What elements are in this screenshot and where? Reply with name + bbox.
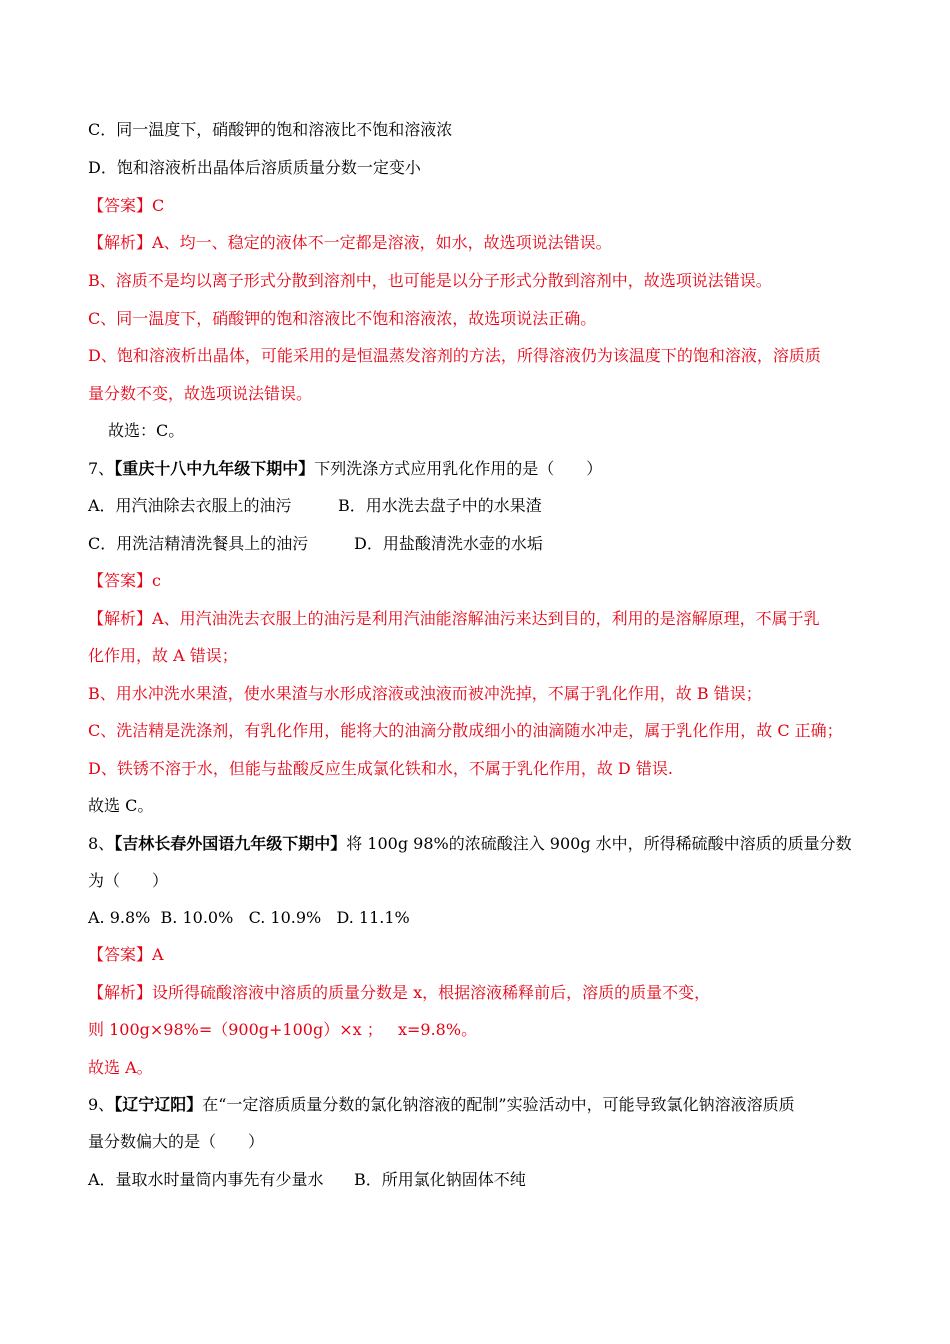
q8-analysis-line-1 xyxy=(88,982,878,1004)
q8-analysis-line-2: 则 100g×98%=（900g+100g）×x ； x=9.8%。 xyxy=(88,1020,478,1039)
q6-conclusion: 故选：C。 xyxy=(108,421,185,440)
q7-option-c: C．用洗洁精清洗餐具上的油污 xyxy=(88,534,309,553)
q6-analysis-line-1 xyxy=(88,232,878,254)
answer-value: C xyxy=(152,196,165,215)
answer-value: A xyxy=(152,945,164,964)
question-text: 将 100g 98%的浓硫酸注入 900g 水中，所得稀硫酸中溶质的质量分数 xyxy=(346,834,852,853)
analysis-text: A、用汽油洗去衣服上的油污是利用汽油能溶解油污来达到目的，利用的是溶解原理，不属于乳 xyxy=(152,609,820,628)
q7-option-b: B．用水洗去盘子中的水果渣 xyxy=(338,496,542,515)
q9-options-row-1 xyxy=(88,1169,878,1191)
answer-label: 【答案】 xyxy=(88,196,153,215)
q8-answer xyxy=(88,944,878,966)
question-source: 【重庆十八中九年级下期中】 xyxy=(114,459,315,478)
analysis-label: 【解析】 xyxy=(88,983,153,1002)
q7-answer xyxy=(88,570,878,592)
question-source: 【辽宁辽阳】 xyxy=(114,1095,203,1114)
q6-analysis-line-5: 量分数不变，故选项说法错误。 xyxy=(88,384,313,403)
q7-stem xyxy=(88,458,878,480)
analysis-text: 设所得硫酸溶液中溶质的质量分数是 x，根据溶液稀释前后，溶质的质量不变， xyxy=(152,983,711,1002)
q7-options-row-2 xyxy=(88,533,878,555)
q8-conclusion: 故选 A。 xyxy=(88,1058,153,1077)
q7-analysis-line-2: 化作用，故 A 错误； xyxy=(88,646,238,665)
q6-analysis-line-4: D、饱和溶液析出晶体，可能采用的是恒温蒸发溶剂的方法，所得溶液仍为该温度下的饱和溶液，溶质质 xyxy=(88,346,821,365)
q6-answer xyxy=(88,195,878,217)
q7-options-row-1 xyxy=(88,495,878,517)
question-text: 下列洗涤方式应用乳化作用的是（ ） xyxy=(314,459,603,478)
question-text: 在“一定溶质质量分数的氯化钠溶液的配制”实验活动中，可能导致氯化钠溶液溶质质 xyxy=(202,1095,795,1114)
question-source: 【吉林长春外国语九年级下期中】 xyxy=(114,834,347,853)
q7-analysis-line-1 xyxy=(88,608,878,630)
question-number: 9、 xyxy=(88,1095,115,1114)
q9-option-b: B．所用氯化钠固体不纯 xyxy=(354,1170,526,1189)
answer-label: 【答案】 xyxy=(88,945,153,964)
q7-analysis-line-3: B、用水冲洗水果渣，使水果渣与水形成溶液或浊液而被冲洗掉，不属于乳化作用，故 B 错误； xyxy=(88,684,762,703)
analysis-label: 【解析】 xyxy=(88,609,153,628)
q7-analysis-line-5: D、铁锈不溶于水，但能与盐酸反应生成氯化铁和水，不属于乳化作用，故 D 错误. xyxy=(88,759,673,778)
q9-stem-line-1 xyxy=(88,1094,878,1116)
q6-analysis-line-2: B、溶质不是均以离子形式分散到溶剂中，也可能是以分子形式分散到溶剂中，故选项说法错误。 xyxy=(88,271,772,290)
q7-option-d: D．用盐酸清洗水壶的水垢 xyxy=(354,534,543,553)
analysis-text: A、均一、稳定的液体不一定都是溶液，如水，故选项说法错误。 xyxy=(152,233,612,252)
answer-value: c xyxy=(152,571,161,590)
q7-analysis-line-4: C、洗洁精是洗涤剂，有乳化作用，能将大的油滴分散成细小的油滴随水冲走，属于乳化作用，故 C 正确； xyxy=(88,721,843,740)
q6-option-d: D．饱和溶液析出晶体后溶质质量分数一定变小 xyxy=(88,158,421,177)
q9-stem-line-2: 量分数偏大的是（ ） xyxy=(88,1132,265,1151)
q8-options: A. 9.8% B. 10.0% C. 10.9% D. 11.1% xyxy=(88,908,410,927)
question-number: 7、 xyxy=(88,459,115,478)
q9-option-a: A．量取水时量筒内事先有少量水 xyxy=(88,1170,324,1189)
q7-option-a: A．用汽油除去衣服上的油污 xyxy=(88,496,292,515)
analysis-label: 【解析】 xyxy=(88,233,153,252)
q7-conclusion: 故选 C。 xyxy=(88,796,154,815)
q6-option-c: C．同一温度下，硝酸钾的饱和溶液比不饱和溶液浓 xyxy=(88,120,453,139)
q8-stem-line-2: 为（ ） xyxy=(88,871,169,890)
q8-stem-line-1 xyxy=(88,833,878,855)
question-number: 8、 xyxy=(88,834,115,853)
answer-label: 【答案】 xyxy=(88,571,153,590)
q6-analysis-line-3: C、同一温度下，硝酸钾的饱和溶液比不饱和溶液浓，故选项说法正确。 xyxy=(88,309,597,328)
